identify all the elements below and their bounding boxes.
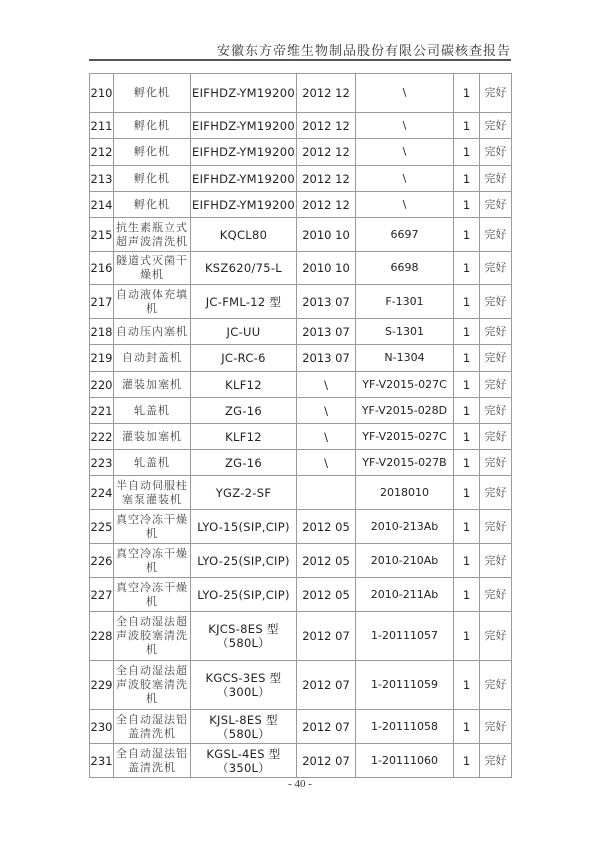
serial-number-cell: 1-20111058: [356, 710, 454, 744]
model-number-cell: JC-FML-12 型: [191, 285, 297, 319]
row-number-cell: 229: [90, 661, 114, 710]
model-number-cell: LYO-15(SIP,CIP): [191, 510, 297, 544]
table-row: [90, 345, 512, 372]
row-number-cell: 211: [90, 113, 114, 139]
row-number-cell: 225: [90, 510, 114, 544]
quantity-cell: 1: [454, 612, 480, 661]
quantity-cell: 1: [454, 398, 480, 424]
quantity-cell: 1: [454, 710, 480, 744]
row-number-cell: 227: [90, 578, 114, 612]
quantity-cell: 1: [454, 345, 480, 372]
quantity-cell: 1: [454, 113, 480, 139]
manufacture-date-cell: \: [297, 398, 356, 424]
serial-number-cell: \: [356, 192, 454, 218]
row-number-cell: 216: [90, 252, 114, 285]
row-number-cell: 219: [90, 345, 114, 372]
serial-number-cell: YF-V2015-027C: [356, 372, 454, 398]
serial-number-cell: YF-V2015-027C: [356, 424, 454, 450]
table-row: [90, 252, 512, 285]
quantity-cell: 1: [454, 319, 480, 345]
table-row: [90, 372, 512, 398]
manufacture-date-cell: 2012 12: [297, 192, 356, 218]
equipment-name-cell: 隧道式灭菌干燥机: [114, 252, 191, 285]
equipment-name-cell: 半自动伺服柱塞泵灌装机: [114, 476, 191, 510]
serial-number-cell: 1-20111059: [356, 661, 454, 710]
condition-status-cell: 完好: [480, 345, 512, 372]
manufacture-date-cell: 2013 07: [297, 319, 356, 345]
table-row: [90, 319, 512, 345]
equipment-name-cell: 灌装加塞机: [114, 372, 191, 398]
equipment-name-cell: 自动压内塞机: [114, 319, 191, 345]
row-number-cell: 226: [90, 544, 114, 578]
equipment-table: [89, 73, 512, 778]
condition-status-cell: 完好: [480, 218, 512, 252]
model-number-cell: KLF12: [191, 372, 297, 398]
serial-number-cell: 2010-210Ab: [356, 544, 454, 578]
quantity-cell: 1: [454, 192, 480, 218]
model-number-cell: EIFHDZ-YM19200: [191, 74, 297, 113]
row-number-cell: 231: [90, 744, 114, 778]
row-number-cell: 214: [90, 192, 114, 218]
condition-status-cell: 完好: [480, 192, 512, 218]
condition-status-cell: 完好: [480, 450, 512, 476]
header-divider: [89, 59, 511, 61]
equipment-name-cell: 抗生素瓶立式超声波清洗机: [114, 218, 191, 252]
equipment-name-cell: 轧盖机: [114, 450, 191, 476]
row-number-cell: 210: [90, 74, 114, 113]
manufacture-date-cell: 2013 07: [297, 345, 356, 372]
equipment-name-cell: 灌装加塞机: [114, 424, 191, 450]
condition-status-cell: 完好: [480, 612, 512, 661]
table-row: [90, 398, 512, 424]
table-row: [90, 612, 512, 661]
table-row: [90, 285, 512, 319]
table-row: [90, 218, 512, 252]
table-row: [90, 424, 512, 450]
page-number: - 40 -: [288, 778, 312, 790]
model-number-cell: KGSL-4ES 型（350L）: [191, 744, 297, 778]
serial-number-cell: S-1301: [356, 319, 454, 345]
model-number-cell: KJSL-8ES 型（580L）: [191, 710, 297, 744]
serial-number-cell: YF-V2015-028D: [356, 398, 454, 424]
quantity-cell: 1: [454, 166, 480, 192]
serial-number-cell: N-1304: [356, 345, 454, 372]
model-number-cell: EIFHDZ-YM19200: [191, 166, 297, 192]
condition-status-cell: 完好: [480, 398, 512, 424]
serial-number-cell: 2010-213Ab: [356, 510, 454, 544]
equipment-name-cell: 孵化机: [114, 74, 191, 113]
quantity-cell: 1: [454, 218, 480, 252]
equipment-name-cell: 轧盖机: [114, 398, 191, 424]
table-row: [90, 476, 512, 510]
equipment-name-cell: 全自动湿法超声波胶塞清洗机: [114, 661, 191, 710]
equipment-name-cell: 孵化机: [114, 192, 191, 218]
equipment-name-cell: 真空冷冻干燥机: [114, 578, 191, 612]
manufacture-date-cell: 2010 10: [297, 218, 356, 252]
manufacture-date-cell: 2012 07: [297, 744, 356, 778]
quantity-cell: 1: [454, 661, 480, 710]
table-row: [90, 192, 512, 218]
table-row: [90, 578, 512, 612]
manufacture-date-cell: 2012 12: [297, 74, 356, 113]
quantity-cell: 1: [454, 744, 480, 778]
equipment-name-cell: 真空冷冻干燥机: [114, 510, 191, 544]
manufacture-date-cell: 2012 12: [297, 113, 356, 139]
serial-number-cell: \: [356, 139, 454, 166]
manufacture-date-cell: 2012 12: [297, 166, 356, 192]
condition-status-cell: 完好: [480, 744, 512, 778]
row-number-cell: 224: [90, 476, 114, 510]
equipment-name-cell: 孵化机: [114, 113, 191, 139]
condition-status-cell: 完好: [480, 372, 512, 398]
condition-status-cell: 完好: [480, 544, 512, 578]
condition-status-cell: 完好: [480, 74, 512, 113]
serial-number-cell: 2010-211Ab: [356, 578, 454, 612]
manufacture-date-cell: 2012 07: [297, 612, 356, 661]
row-number-cell: 222: [90, 424, 114, 450]
row-number-cell: 217: [90, 285, 114, 319]
row-number-cell: 220: [90, 372, 114, 398]
table-row: [90, 544, 512, 578]
model-number-cell: KLF12: [191, 424, 297, 450]
condition-status-cell: 完好: [480, 166, 512, 192]
manufacture-date-cell: \: [297, 450, 356, 476]
manufacture-date-cell: 2012 05: [297, 544, 356, 578]
quantity-cell: 1: [454, 476, 480, 510]
condition-status-cell: 完好: [480, 139, 512, 166]
quantity-cell: 1: [454, 372, 480, 398]
manufacture-date-cell: 2012 07: [297, 710, 356, 744]
table-row: [90, 510, 512, 544]
condition-status-cell: 完好: [480, 710, 512, 744]
condition-status-cell: 完好: [480, 510, 512, 544]
table-row: [90, 74, 512, 113]
model-number-cell: LYO-25(SIP,CIP): [191, 578, 297, 612]
model-number-cell: EIFHDZ-YM19200: [191, 192, 297, 218]
serial-number-cell: YF-V2015-027B: [356, 450, 454, 476]
quantity-cell: 1: [454, 285, 480, 319]
model-number-cell: KQCL80: [191, 218, 297, 252]
serial-number-cell: F-1301: [356, 285, 454, 319]
equipment-name-cell: 自动液体充填机: [114, 285, 191, 319]
manufacture-date-cell: \: [297, 372, 356, 398]
manufacture-date-cell: 2012 07: [297, 661, 356, 710]
condition-status-cell: 完好: [480, 285, 512, 319]
model-number-cell: EIFHDZ-YM19200: [191, 113, 297, 139]
model-number-cell: JC-UU: [191, 319, 297, 345]
row-number-cell: 215: [90, 218, 114, 252]
model-number-cell: JC-RC-6: [191, 345, 297, 372]
manufacture-date-cell: 2010 10: [297, 252, 356, 285]
quantity-cell: 1: [454, 139, 480, 166]
model-number-cell: KSZ620/75-L: [191, 252, 297, 285]
manufacture-date-cell: 2012 05: [297, 510, 356, 544]
table-row: [90, 166, 512, 192]
quantity-cell: 1: [454, 450, 480, 476]
quantity-cell: 1: [454, 510, 480, 544]
model-number-cell: KJCS-8ES 型（580L）: [191, 612, 297, 661]
model-number-cell: KGCS-3ES 型（300L）: [191, 661, 297, 710]
table-row: [90, 113, 512, 139]
equipment-name-cell: 孵化机: [114, 166, 191, 192]
manufacture-date-cell: 2012 12: [297, 139, 356, 166]
quantity-cell: 1: [454, 424, 480, 450]
serial-number-cell: 6697: [356, 218, 454, 252]
condition-status-cell: 完好: [480, 578, 512, 612]
row-number-cell: 228: [90, 612, 114, 661]
model-number-cell: ZG-16: [191, 398, 297, 424]
row-number-cell: 213: [90, 166, 114, 192]
condition-status-cell: 完好: [480, 113, 512, 139]
equipment-name-cell: 自动封盖机: [114, 345, 191, 372]
table-row: [90, 139, 512, 166]
condition-status-cell: 完好: [480, 252, 512, 285]
condition-status-cell: 完好: [480, 424, 512, 450]
manufacture-date-cell: \: [297, 424, 356, 450]
model-number-cell: YGZ-2-SF: [191, 476, 297, 510]
condition-status-cell: 完好: [480, 661, 512, 710]
manufacture-date-cell: [297, 476, 356, 510]
serial-number-cell: \: [356, 166, 454, 192]
serial-number-cell: 1-20111060: [356, 744, 454, 778]
serial-number-cell: \: [356, 113, 454, 139]
table-row: [90, 661, 512, 710]
manufacture-date-cell: 2012 05: [297, 578, 356, 612]
table-row: [90, 710, 512, 744]
condition-status-cell: 完好: [480, 476, 512, 510]
equipment-name-cell: 真空冷冻干燥机: [114, 544, 191, 578]
equipment-name-cell: 孵化机: [114, 139, 191, 166]
row-number-cell: 212: [90, 139, 114, 166]
equipment-table-body: [90, 74, 512, 778]
manufacture-date-cell: 2013 07: [297, 285, 356, 319]
quantity-cell: 1: [454, 74, 480, 113]
serial-number-cell: 2018010: [356, 476, 454, 510]
row-number-cell: 230: [90, 710, 114, 744]
model-number-cell: EIFHDZ-YM19200: [191, 139, 297, 166]
equipment-name-cell: 全自动湿法超声波胶塞清洗机: [114, 612, 191, 661]
condition-status-cell: 完好: [480, 319, 512, 345]
row-number-cell: 223: [90, 450, 114, 476]
serial-number-cell: 1-20111057: [356, 612, 454, 661]
equipment-name-cell: 全自动湿法铝盖清洗机: [114, 710, 191, 744]
row-number-cell: 221: [90, 398, 114, 424]
table-row: [90, 744, 512, 778]
quantity-cell: 1: [454, 252, 480, 285]
model-number-cell: ZG-16: [191, 450, 297, 476]
model-number-cell: LYO-25(SIP,CIP): [191, 544, 297, 578]
quantity-cell: 1: [454, 578, 480, 612]
document-header-title: 安徽东方帝维生物制品股份有限公司碳核查报告: [216, 44, 511, 59]
table-row: [90, 450, 512, 476]
quantity-cell: 1: [454, 544, 480, 578]
equipment-name-cell: 全自动湿法铝盖清洗机: [114, 744, 191, 778]
row-number-cell: 218: [90, 319, 114, 345]
serial-number-cell: 6698: [356, 252, 454, 285]
serial-number-cell: \: [356, 74, 454, 113]
